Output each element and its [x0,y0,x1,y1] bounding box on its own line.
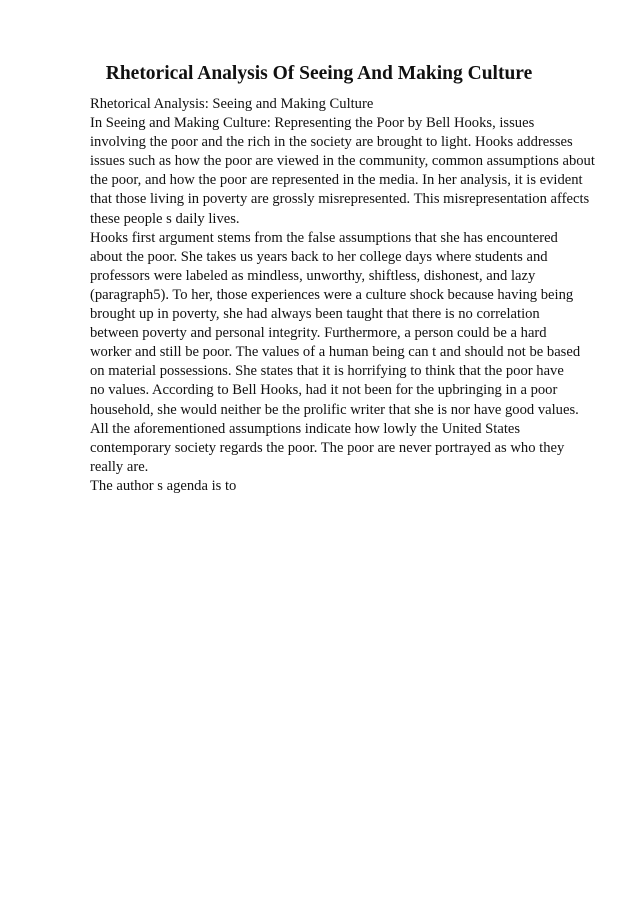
document-body [90,95,630,496]
text-line: these people s daily lives. [90,210,240,227]
document-title: Rhetorical Analysis Of Seeing And Making Culture [105,63,533,84]
text-line: Rhetorical Analysis: Seeing and Making Culture [90,96,374,112]
text-line: contemporary society regards the poor. The poor are never portrayed as who they [90,439,565,456]
text-line: household, she would neither be the prolific writer that she is nor have good values. [90,401,579,418]
text-line: involving the poor and the rich in the society are brought to light. Hooks addresses [90,134,573,151]
text-line: no values. According to Bell Hooks, had it not been for the upbringing in a poor [90,382,558,399]
text-line: that those living in poverty are grossly misrepresented. This misrepresentation affects [90,191,590,208]
text-line: really are. [90,458,149,475]
text-line: issues such as how the poor are viewed in the community, common assumptions about [90,153,595,170]
text-line: The author s agenda is to [90,477,237,494]
text-line: the poor, and how the poor are represented in the media. In her analysis, it is evident [90,172,583,189]
text-line: brought up in poverty, she had always been taught that there is no correlation [90,306,540,323]
text-line: (paragraph5). To her, those experiences were a culture shock because having being [90,286,574,303]
text-line: Hooks first argument stems from the false assumptions that she has encountered [90,229,558,246]
text-line: worker and still be poor. The values of a human being can t and should not be based [90,344,581,361]
text-line: professors were labeled as mindless, unworthy, shiftless, dishonest, and lazy [90,267,536,284]
text-line: between poverty and personal integrity. Furthermore, a person could be a hard [90,325,547,342]
text-line: about the poor. She takes us years back to her college days where students and [90,248,548,265]
text-line: on material possessions. She states that it is horrifying to think that the poor have [90,363,564,380]
text-line: All the aforementioned assumptions indicate how lowly the United States [90,420,521,437]
text-line: In Seeing and Making Culture: Representing the Poor by Bell Hooks, issues [90,115,535,132]
